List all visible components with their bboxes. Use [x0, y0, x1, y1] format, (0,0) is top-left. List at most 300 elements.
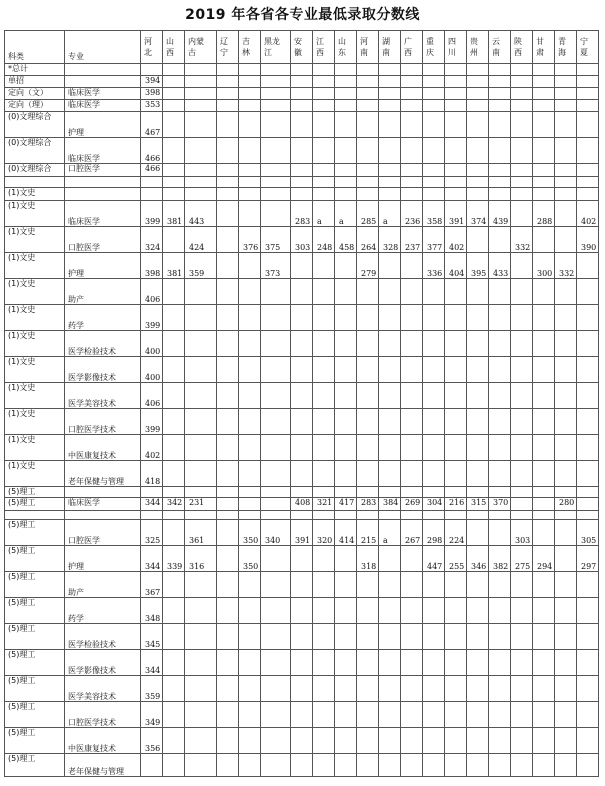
score-cell — [489, 728, 511, 754]
score-cell — [239, 754, 261, 777]
score-cell — [555, 572, 577, 598]
score-cell — [467, 76, 489, 88]
major-cell: 医学检验技术 — [65, 331, 141, 357]
score-cell — [261, 498, 291, 511]
score-cell — [511, 409, 533, 435]
score-cell: 358 — [423, 201, 445, 227]
score-cell — [467, 511, 489, 520]
score-cell — [533, 520, 555, 546]
score-cell — [533, 88, 555, 100]
province-name-part: 宁 — [220, 48, 228, 57]
score-cell — [185, 487, 217, 498]
score-cell — [239, 487, 261, 498]
score-cell — [185, 177, 217, 188]
table-row — [5, 728, 599, 754]
score-cell — [357, 728, 379, 754]
major-cell: 医学检验技术 — [65, 624, 141, 650]
score-cell — [445, 624, 467, 650]
score-cell — [577, 383, 599, 409]
score-cell: 305 — [577, 520, 599, 546]
score-cell — [423, 188, 445, 201]
category-cell: (5)理工 — [5, 624, 65, 650]
score-cell — [335, 728, 357, 754]
score-cell: 236 — [401, 201, 423, 227]
score-cell — [577, 100, 599, 112]
score-cell — [217, 201, 239, 227]
score-cell — [313, 546, 335, 572]
score-cell: 375 — [261, 227, 291, 253]
score-cell: 340 — [261, 520, 291, 546]
score-cell — [291, 546, 313, 572]
score-cell — [163, 188, 185, 201]
score-cell — [261, 409, 291, 435]
score-cell — [511, 76, 533, 88]
score-cell: 400 — [141, 357, 163, 383]
score-cell — [533, 164, 555, 177]
score-cell — [357, 676, 379, 702]
major-cell: 口腔医学技术 — [65, 702, 141, 728]
category-cell: (5)理工 — [5, 728, 65, 754]
score-cell — [357, 624, 379, 650]
score-cell — [313, 305, 335, 331]
score-cell — [217, 357, 239, 383]
score-cell — [511, 64, 533, 76]
score-cell — [163, 728, 185, 754]
score-cell — [335, 88, 357, 100]
score-cell: 424 — [185, 227, 217, 253]
score-cell — [511, 88, 533, 100]
score-cell — [445, 409, 467, 435]
score-cell: 336 — [423, 253, 445, 279]
score-cell — [291, 88, 313, 100]
score-cell — [555, 728, 577, 754]
score-cell — [335, 357, 357, 383]
score-cell — [555, 279, 577, 305]
score-cell — [467, 177, 489, 188]
table-row — [5, 511, 599, 520]
score-cell — [291, 188, 313, 201]
score-cell — [217, 112, 239, 138]
score-cell — [335, 511, 357, 520]
score-cell — [401, 100, 423, 112]
score-cell — [577, 676, 599, 702]
header-province — [313, 31, 335, 64]
score-table — [4, 30, 599, 777]
score-cell — [555, 624, 577, 650]
score-cell — [379, 88, 401, 100]
province-name-part: 东 — [338, 48, 346, 57]
score-cell — [185, 76, 217, 88]
score-cell: 399 — [141, 201, 163, 227]
score-cell — [533, 624, 555, 650]
score-cell: 280 — [555, 498, 577, 511]
score-cell — [489, 572, 511, 598]
category-cell: (1)文史 — [5, 435, 65, 461]
score-cell — [489, 88, 511, 100]
province-name-part: 北 — [144, 48, 152, 57]
score-cell: 275 — [511, 546, 533, 572]
score-cell — [555, 487, 577, 498]
score-cell: 297 — [577, 546, 599, 572]
category-cell: 定向（文） — [5, 88, 65, 100]
score-cell — [357, 279, 379, 305]
category-cell: (1)文史 — [5, 461, 65, 487]
score-cell — [467, 461, 489, 487]
score-cell — [379, 177, 401, 188]
score-cell — [577, 624, 599, 650]
score-cell — [291, 138, 313, 164]
score-cell — [217, 650, 239, 676]
score-cell — [163, 435, 185, 461]
score-cell: 303 — [511, 520, 533, 546]
score-cell — [401, 331, 423, 357]
score-cell — [335, 305, 357, 331]
score-cell — [261, 331, 291, 357]
score-cell — [239, 305, 261, 331]
score-cell: 294 — [533, 546, 555, 572]
score-cell: 391 — [445, 201, 467, 227]
score-cell — [379, 253, 401, 279]
score-cell — [489, 520, 511, 546]
major-cell: 药学 — [65, 305, 141, 331]
score-cell — [577, 112, 599, 138]
score-cell: 417 — [335, 498, 357, 511]
category-cell: (1)文史 — [5, 331, 65, 357]
score-cell: 267 — [401, 520, 423, 546]
score-cell — [313, 164, 335, 177]
category-cell: 单招 — [5, 76, 65, 88]
score-cell — [185, 357, 217, 383]
category-cell: (0)文理综合 — [5, 112, 65, 138]
major-cell: 医学美容技术 — [65, 676, 141, 702]
score-cell — [423, 138, 445, 164]
province-name-part: 江 — [264, 48, 272, 57]
score-cell — [239, 598, 261, 624]
score-cell — [163, 383, 185, 409]
score-cell — [445, 572, 467, 598]
score-cell — [335, 188, 357, 201]
score-cell — [511, 164, 533, 177]
score-cell — [313, 188, 335, 201]
province-name-part: 南 — [382, 48, 390, 57]
score-cell — [555, 201, 577, 227]
score-cell — [401, 253, 423, 279]
header-province — [379, 31, 401, 64]
score-cell — [445, 702, 467, 728]
score-cell — [379, 598, 401, 624]
score-cell — [555, 76, 577, 88]
score-cell — [185, 188, 217, 201]
score-cell: 316 — [185, 546, 217, 572]
score-cell — [445, 64, 467, 76]
header-province — [335, 31, 357, 64]
score-cell — [357, 100, 379, 112]
header-province — [555, 31, 577, 64]
score-cell — [335, 331, 357, 357]
score-cell — [489, 624, 511, 650]
score-cell: 344 — [141, 546, 163, 572]
score-cell: 224 — [445, 520, 467, 546]
category-cell: (5)理工 — [5, 487, 65, 498]
score-cell — [217, 435, 239, 461]
score-cell: a — [335, 201, 357, 227]
score-cell — [577, 279, 599, 305]
score-cell: 303 — [291, 227, 313, 253]
score-cell — [533, 227, 555, 253]
score-cell — [163, 572, 185, 598]
score-cell — [217, 100, 239, 112]
score-cell — [185, 409, 217, 435]
province-name-part: 州 — [470, 48, 478, 57]
score-cell — [555, 546, 577, 572]
score-cell — [467, 409, 489, 435]
score-cell — [555, 511, 577, 520]
score-cell — [141, 754, 163, 777]
score-cell — [401, 572, 423, 598]
score-cell — [489, 76, 511, 88]
score-cell — [533, 305, 555, 331]
category-cell: (5)理工 — [5, 572, 65, 598]
header-major: 专业 — [65, 31, 141, 64]
score-cell — [163, 409, 185, 435]
score-cell — [577, 88, 599, 100]
score-cell: 264 — [357, 227, 379, 253]
score-cell — [489, 112, 511, 138]
score-cell — [445, 305, 467, 331]
score-cell — [357, 305, 379, 331]
score-cell — [577, 177, 599, 188]
table-row — [5, 498, 599, 511]
score-cell — [511, 112, 533, 138]
category-cell: (1)文史 — [5, 279, 65, 305]
score-cell — [335, 435, 357, 461]
score-cell — [313, 461, 335, 487]
category-cell: (5)理工 — [5, 520, 65, 546]
score-cell — [555, 520, 577, 546]
score-cell — [217, 409, 239, 435]
score-cell — [261, 461, 291, 487]
province-name-part: 甘 — [536, 37, 544, 46]
score-cell — [533, 598, 555, 624]
score-cell — [291, 728, 313, 754]
score-cell: 342 — [163, 498, 185, 511]
header-province — [467, 31, 489, 64]
score-cell — [261, 64, 291, 76]
score-cell — [357, 331, 379, 357]
score-cell: 370 — [489, 498, 511, 511]
score-cell: 467 — [141, 112, 163, 138]
category-cell: (1)文史 — [5, 409, 65, 435]
score-cell — [379, 702, 401, 728]
score-cell — [577, 76, 599, 88]
score-cell — [533, 435, 555, 461]
score-cell: 398 — [141, 88, 163, 100]
score-cell — [379, 76, 401, 88]
score-cell: 255 — [445, 546, 467, 572]
score-cell: 215 — [357, 520, 379, 546]
score-cell — [467, 650, 489, 676]
category-cell — [5, 511, 65, 520]
score-cell — [423, 624, 445, 650]
score-cell — [357, 650, 379, 676]
score-cell — [291, 100, 313, 112]
score-cell — [261, 702, 291, 728]
score-cell — [511, 487, 533, 498]
score-cell — [555, 409, 577, 435]
major-cell: 临床医学 — [65, 138, 141, 164]
score-cell: 402 — [577, 201, 599, 227]
score-cell: 381 — [163, 201, 185, 227]
table-row — [5, 164, 599, 177]
score-cell — [555, 383, 577, 409]
table-row — [5, 461, 599, 487]
score-cell: 321 — [313, 498, 335, 511]
province-name-part: 内蒙 — [188, 37, 204, 46]
score-cell — [357, 76, 379, 88]
score-cell — [423, 728, 445, 754]
score-cell — [555, 100, 577, 112]
score-cell — [511, 331, 533, 357]
score-cell — [577, 461, 599, 487]
major-cell: 老年保健与管理 — [65, 754, 141, 777]
score-cell — [577, 138, 599, 164]
score-cell: 283 — [357, 498, 379, 511]
header-province — [141, 31, 163, 64]
score-cell — [239, 572, 261, 598]
score-cell — [467, 100, 489, 112]
score-cell — [335, 76, 357, 88]
province-name-part: 庆 — [426, 48, 434, 57]
score-cell: 315 — [467, 498, 489, 511]
score-cell — [313, 279, 335, 305]
score-cell — [335, 253, 357, 279]
score-cell — [239, 177, 261, 188]
score-cell — [291, 253, 313, 279]
score-cell — [357, 487, 379, 498]
score-cell — [379, 138, 401, 164]
score-cell — [467, 624, 489, 650]
province-name-part: 重 — [426, 37, 434, 46]
score-cell — [239, 331, 261, 357]
score-cell — [261, 650, 291, 676]
score-cell — [291, 511, 313, 520]
major-cell: 医学影像技术 — [65, 650, 141, 676]
score-cell: 406 — [141, 279, 163, 305]
score-cell — [291, 487, 313, 498]
score-cell — [379, 572, 401, 598]
score-cell — [401, 650, 423, 676]
score-cell — [423, 409, 445, 435]
score-cell — [467, 702, 489, 728]
score-cell — [185, 598, 217, 624]
province-name-part: 江 — [316, 37, 324, 46]
score-cell — [357, 435, 379, 461]
score-cell: 279 — [357, 253, 379, 279]
score-cell: 443 — [185, 201, 217, 227]
score-cell — [445, 598, 467, 624]
score-cell: 332 — [555, 253, 577, 279]
score-cell — [577, 357, 599, 383]
score-cell: 458 — [335, 227, 357, 253]
category-cell: (5)理工 — [5, 676, 65, 702]
score-cell — [467, 331, 489, 357]
table-row — [5, 253, 599, 279]
score-cell: 361 — [185, 520, 217, 546]
score-cell — [217, 546, 239, 572]
score-cell — [555, 88, 577, 100]
score-cell — [217, 572, 239, 598]
score-cell — [555, 754, 577, 777]
score-cell — [141, 64, 163, 76]
score-cell — [555, 461, 577, 487]
score-cell — [335, 624, 357, 650]
score-cell — [217, 702, 239, 728]
score-cell — [467, 598, 489, 624]
score-cell — [239, 76, 261, 88]
score-cell — [217, 227, 239, 253]
category-cell: (5)理工 — [5, 650, 65, 676]
major-cell: 护理 — [65, 253, 141, 279]
score-cell — [357, 409, 379, 435]
score-cell — [357, 461, 379, 487]
score-cell — [261, 138, 291, 164]
province-name-part: 林 — [242, 48, 250, 57]
score-cell — [239, 164, 261, 177]
score-cell — [217, 520, 239, 546]
score-cell: 373 — [261, 253, 291, 279]
score-cell — [291, 650, 313, 676]
score-cell — [379, 546, 401, 572]
score-cell: 395 — [467, 253, 489, 279]
major-cell: 临床医学 — [65, 201, 141, 227]
score-cell — [239, 383, 261, 409]
score-cell — [313, 650, 335, 676]
score-cell — [163, 305, 185, 331]
score-cell — [313, 100, 335, 112]
score-cell — [467, 357, 489, 383]
score-cell — [555, 650, 577, 676]
score-cell — [163, 76, 185, 88]
score-cell — [261, 435, 291, 461]
score-cell — [379, 188, 401, 201]
score-cell — [239, 357, 261, 383]
score-cell — [185, 88, 217, 100]
score-cell — [185, 754, 217, 777]
score-cell: 390 — [577, 227, 599, 253]
score-cell — [511, 435, 533, 461]
score-cell — [577, 164, 599, 177]
major-cell: 临床医学 — [65, 88, 141, 100]
score-cell — [379, 357, 401, 383]
score-cell — [401, 487, 423, 498]
score-cell: 353 — [141, 100, 163, 112]
table-row — [5, 546, 599, 572]
score-cell: 418 — [141, 461, 163, 487]
score-cell — [555, 676, 577, 702]
score-cell — [261, 164, 291, 177]
score-cell — [423, 754, 445, 777]
score-cell — [313, 572, 335, 598]
score-cell — [379, 112, 401, 138]
score-cell — [533, 383, 555, 409]
major-cell: 临床医学 — [65, 100, 141, 112]
score-cell — [141, 188, 163, 201]
score-cell: 346 — [467, 546, 489, 572]
score-cell: 332 — [511, 227, 533, 253]
score-cell — [445, 279, 467, 305]
score-cell — [445, 676, 467, 702]
score-cell — [357, 177, 379, 188]
